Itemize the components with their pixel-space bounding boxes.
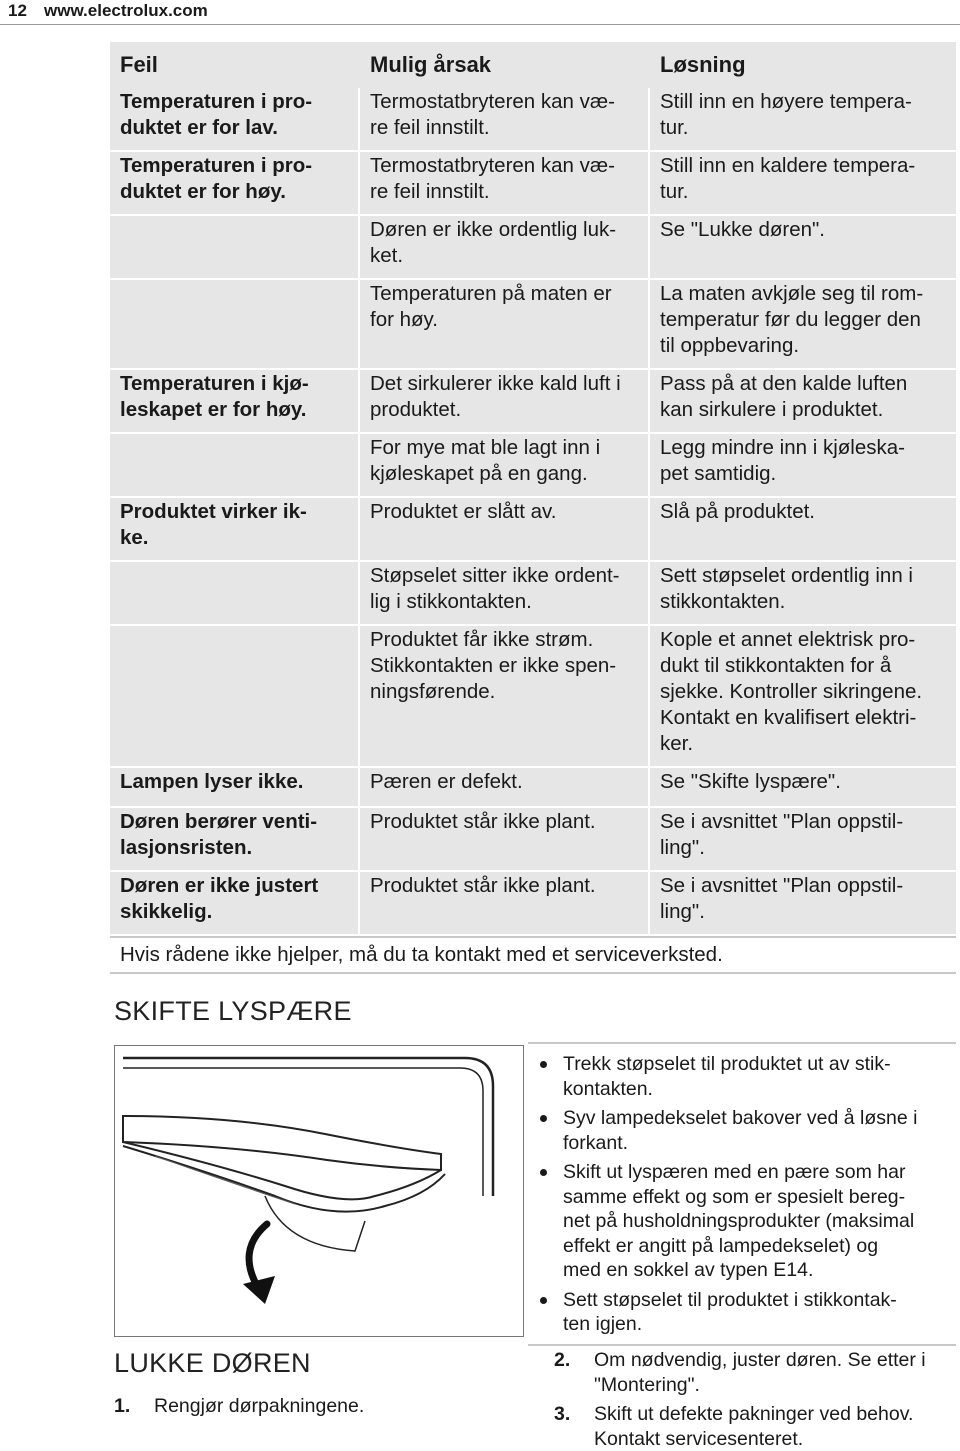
list-item: Syv lampedekselet bakover ved å løsne i forkant. — [528, 1106, 956, 1155]
cause-cell: Temperaturen på maten er for høy. — [360, 280, 648, 368]
solution-cell: Legg mindre inn i kjøleska- pet samtidig. — [650, 434, 956, 496]
step-text: Rengjør dørpakningene. — [154, 1395, 365, 1417]
table-row — [110, 216, 956, 280]
problem-cell: Temperaturen i pro- duktet er for høy. — [110, 152, 358, 214]
problem-cell — [110, 434, 358, 496]
table-row — [110, 88, 956, 152]
problem-cell: Produktet virker ik- ke. — [110, 498, 358, 560]
website-url: www.electrolux.com — [44, 1, 208, 20]
column-header-solution: Løsning — [660, 52, 746, 77]
solution-cell: Kople et annet elektrisk pro- dukt til stikkontakten for å sjekke. Kontroller sikringene. Kontakt en kvalifisert elektri- ker. — [650, 626, 956, 766]
cause-cell: Det sirkulerer ikke kald luft i produktet. — [360, 370, 648, 432]
step-2 — [554, 1348, 956, 1400]
solution-cell: Slå på produktet. — [650, 498, 956, 560]
table-row — [110, 872, 956, 936]
column-header-problem: Feil — [120, 52, 158, 77]
solution-cell: Se "Lukke døren". — [650, 216, 956, 278]
problem-cell: Temperaturen i pro- duktet er for lav. — [110, 88, 358, 150]
solution-cell: Se i avsnittet "Plan oppstil- ling". — [650, 872, 956, 934]
lamp-instructions-list — [528, 1052, 956, 1337]
solution-cell: La maten avkjøle seg til rom- temperatur før du legger den til oppbevaring. — [650, 280, 956, 368]
cause-cell: Termostatbryteren kan væ- re feil innstilt. — [360, 152, 648, 214]
table-row — [110, 562, 956, 626]
table-row — [110, 768, 956, 808]
step-number: 2. — [554, 1349, 571, 1371]
problem-cell: Lampen lyser ikke. — [110, 768, 358, 806]
step-text: Om nødvendig, juster døren. Se etter i "Montering". — [594, 1349, 926, 1396]
cause-cell: Døren er ikke ordentlig luk- ket. — [360, 216, 648, 278]
lamp-instructions-box — [528, 1042, 956, 1346]
solution-cell: Still inn en høyere tempera- tur. — [650, 88, 956, 150]
cause-cell: Produktet får ikke strøm. Stikkontakten er ikke spen- ningsførende. — [360, 626, 648, 766]
table-row — [110, 280, 956, 370]
column-header-cause: Mulig årsak — [370, 52, 492, 77]
section-heading-lukke-doren: LUKKE DØREN — [114, 1348, 311, 1378]
cause-cell: Produktet er slått av. — [360, 498, 648, 560]
lamp-cover-illustration — [115, 1046, 523, 1336]
list-item: Sett støpselet til produktet i stikkontak- ten igjen. — [528, 1288, 956, 1337]
cause-cell: Pæren er defekt. — [360, 768, 648, 806]
cause-cell: Støpselet sitter ikke ordent- lig i stikkontakten. — [360, 562, 648, 624]
solution-cell: Sett støpselet ordentlig inn i stikkontakten. — [650, 562, 956, 624]
table-header — [110, 42, 956, 88]
header-divider — [0, 24, 960, 25]
cause-cell: Produktet står ikke plant. — [360, 872, 648, 934]
problem-cell — [110, 562, 358, 624]
page-number: 12 — [8, 1, 27, 20]
step-3 — [554, 1402, 956, 1450]
solution-cell: Se "Skifte lyspære". — [650, 768, 956, 806]
cause-cell: Termostatbryteren kan væ- re feil innstilt. — [360, 88, 648, 150]
table-row — [110, 808, 956, 872]
problem-cell — [110, 626, 358, 766]
table-row — [110, 370, 956, 434]
step-1 — [114, 1394, 514, 1420]
cause-cell: For mye mat ble lagt inn i kjøleskapet på en gang. — [360, 434, 648, 496]
table-row — [110, 152, 956, 216]
table-body — [110, 88, 956, 936]
troubleshooting-table — [110, 42, 956, 974]
step-number: 1. — [114, 1395, 131, 1417]
problem-cell: Temperaturen i kjø- leskapet er for høy. — [110, 370, 358, 432]
problem-cell: Døren er ikke justert skikkelig. — [110, 872, 358, 934]
lamp-cover-removal-icon — [114, 1045, 524, 1337]
step-text: Skift ut defekte pakninger ved behov. Kontakt servicesenteret. — [594, 1403, 914, 1450]
problem-cell — [110, 280, 358, 368]
solution-cell: Se i avsnittet "Plan oppstil- ling". — [650, 808, 956, 870]
table-row — [110, 434, 956, 498]
problem-cell — [110, 216, 358, 278]
solution-cell: Pass på at den kalde luften kan sirkulere i produktet. — [650, 370, 956, 432]
table-footer-note: Hvis rådene ikke hjelper, må du ta kontakt med et serviceverksted. — [110, 938, 956, 974]
solution-cell: Still inn en kaldere tempera- tur. — [650, 152, 956, 214]
table-row — [110, 626, 956, 768]
table-row — [110, 498, 956, 562]
problem-cell: Døren berører venti- lasjonsristen. — [110, 808, 358, 870]
list-item: Trekk støpselet til produktet ut av stik- kontakten. — [528, 1052, 956, 1101]
cause-cell: Produktet står ikke plant. — [360, 808, 648, 870]
section-heading-skifte-lyspaere: SKIFTE LYSPÆRE — [114, 996, 352, 1026]
step-number: 3. — [554, 1403, 571, 1425]
list-item: Skift ut lyspæren med en pære som har samme effekt og som er spesielt bereg- net på husholdningsprodukter (maksimal effekt er angitt på lampedekselet) og med en sokkel av typen E14. — [528, 1160, 956, 1283]
